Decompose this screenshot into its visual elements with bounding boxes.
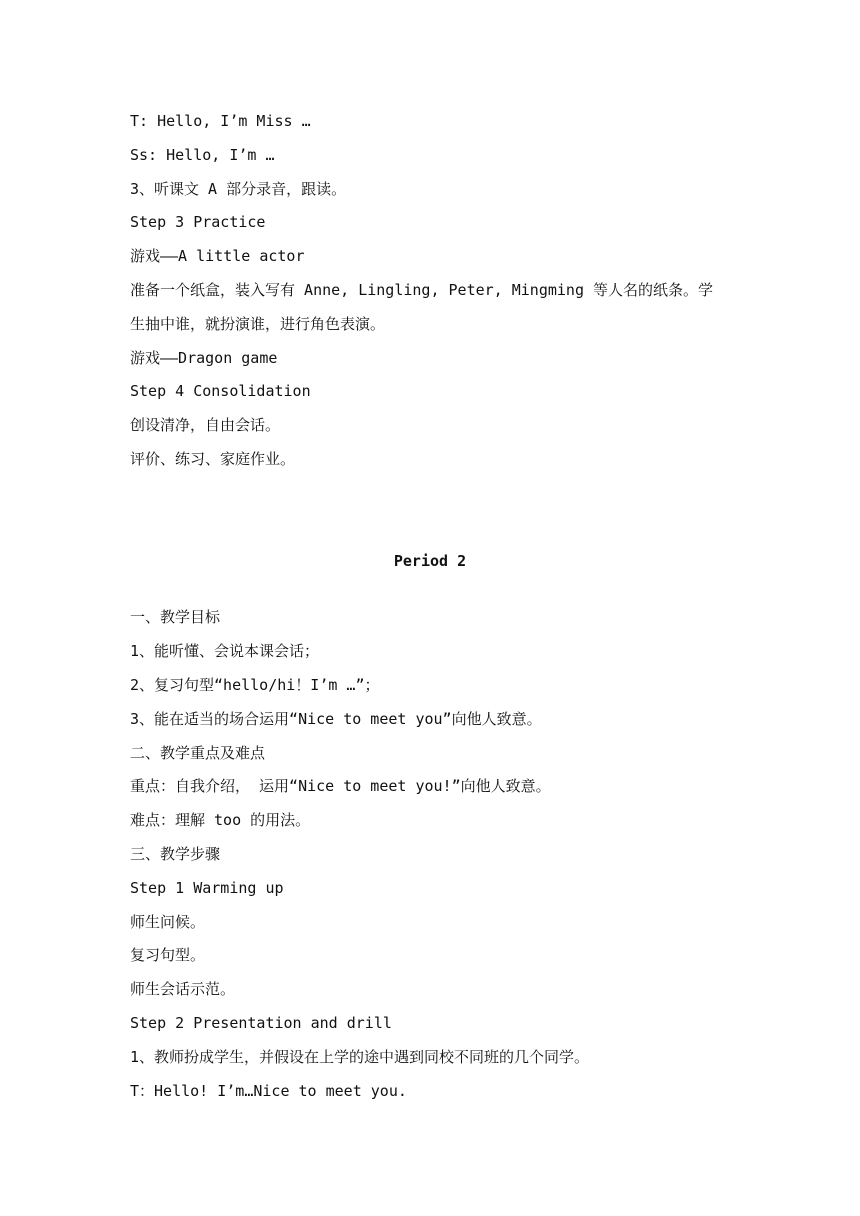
- text-line: Step 3 Practice: [130, 213, 266, 231]
- text-line: 师生问候。: [130, 913, 206, 931]
- text-line: Step 1 Warming up: [130, 879, 284, 897]
- text-line: 二、教学重点及难点: [130, 744, 266, 762]
- text-line: 游戏——Dragon game: [130, 349, 278, 367]
- text-line: 生抽中谁，就扮演谁，进行角色表演。: [130, 315, 386, 333]
- text-line: 复习句型。: [130, 946, 206, 964]
- text-line: T: Hello, I’m Miss …: [130, 112, 311, 130]
- text-line: 师生会话示范。: [130, 980, 236, 998]
- text-line: 三、教学步骤: [130, 845, 221, 863]
- text-line: Step 2 Presentation and drill: [130, 1014, 392, 1032]
- text-line: Ss: Hello, I’m …: [130, 146, 275, 164]
- text-line: 3、听课文 A 部分录音，跟读。: [130, 180, 347, 198]
- text-line: 游戏——A little actor: [130, 247, 305, 265]
- text-line: 1、教师扮成学生，并假设在上学的途中遇到同校不同班的几个同学。: [130, 1048, 590, 1066]
- text-line: 难点：理解 too 的用法。: [130, 811, 311, 829]
- text-line: Step 4 Consolidation: [130, 382, 311, 400]
- section-title: Period 2: [393, 552, 467, 570]
- text-line: 1、能听懂、会说本课会话；: [130, 642, 320, 660]
- text-line: T：Hello! I’m…Nice to meet you.: [130, 1082, 407, 1100]
- text-line: 3、能在适当的场合运用“Nice to meet you”向他人致意。: [130, 710, 542, 728]
- text-line: 2、复习句型“hello/hi！I’m …”；: [130, 676, 380, 694]
- text-line: 准备一个纸盒，装入写有 Anne, Lingling, Peter, Mingming 等人名的纸条。学: [130, 281, 714, 299]
- text-line: 一、教学目标: [130, 608, 221, 626]
- text-line: 评价、练习、家庭作业。: [130, 450, 296, 468]
- text-line: 重点：自我介绍， 运用“Nice to meet you!”向他人致意。: [130, 777, 551, 795]
- text-line: 创设清净，自由会话。: [130, 416, 281, 434]
